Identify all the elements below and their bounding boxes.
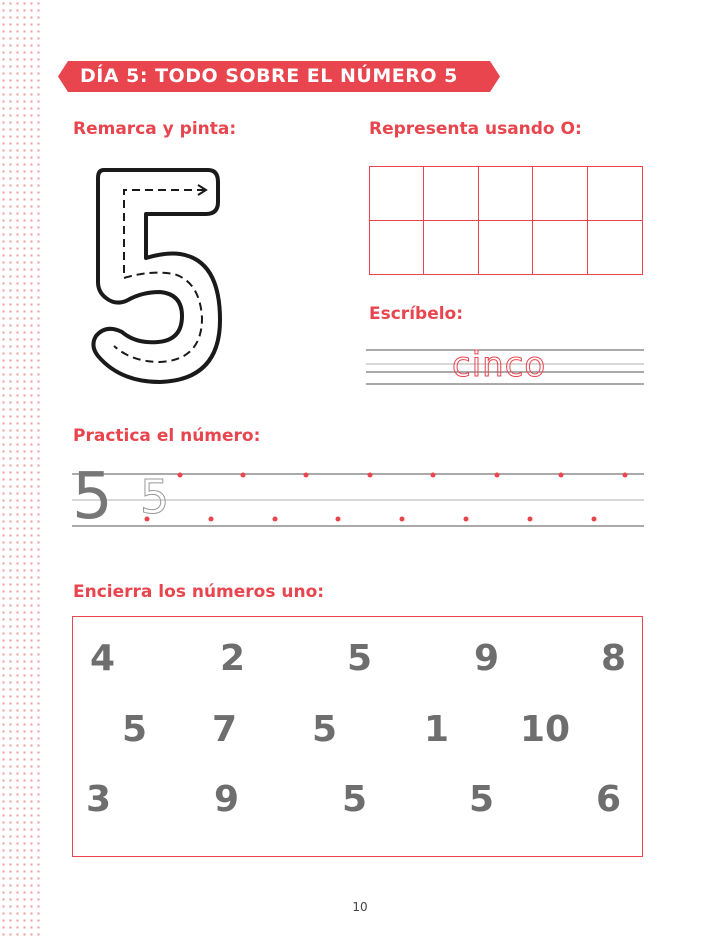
- number-item[interactable]: 10: [520, 709, 571, 750]
- number-item[interactable]: 5: [469, 779, 495, 820]
- number-item[interactable]: 9: [474, 638, 500, 679]
- number-item[interactable]: 5: [312, 709, 338, 750]
- write-heading: Escríbelo:: [369, 304, 464, 324]
- ten-frame-cell[interactable]: [479, 167, 533, 221]
- number-item[interactable]: 5: [347, 638, 373, 679]
- ten-frame-cell[interactable]: [588, 221, 642, 275]
- trace-word: cinco: [452, 345, 547, 385]
- number-item[interactable]: 5: [122, 709, 148, 750]
- number-item[interactable]: 7: [212, 709, 238, 750]
- number-item[interactable]: 3: [86, 779, 112, 820]
- circle-heading: Encierra los números uno:: [73, 582, 325, 602]
- ten-frame[interactable]: [369, 166, 643, 275]
- dotted-border: [0, 0, 40, 939]
- number-item[interactable]: 2: [220, 638, 246, 679]
- ten-frame-cell[interactable]: [588, 167, 642, 221]
- practice-number-trace: 5: [140, 470, 170, 524]
- ten-frame-cell[interactable]: [370, 221, 424, 275]
- number-item[interactable]: 1: [424, 709, 450, 750]
- practice-number: 5: [72, 460, 113, 534]
- represent-heading: Representa usando O:: [369, 119, 582, 139]
- number-item[interactable]: 8: [601, 638, 627, 679]
- practice-dots: [145, 473, 628, 522]
- page-number: 10: [352, 900, 368, 914]
- trace-heading: Remarca y pinta:: [73, 119, 237, 139]
- ten-frame-cell[interactable]: [533, 221, 587, 275]
- ten-frame-cell[interactable]: [479, 221, 533, 275]
- practice-heading: Practica el número:: [73, 426, 261, 446]
- number-item[interactable]: 4: [90, 638, 116, 679]
- ten-frame-cell[interactable]: [424, 167, 478, 221]
- ten-frame-cell[interactable]: [424, 221, 478, 275]
- number-item[interactable]: 5: [342, 779, 368, 820]
- page-title: DÍA 5: TODO SOBRE EL NÚMERO 5: [80, 65, 458, 87]
- number-item[interactable]: 6: [596, 779, 622, 820]
- trace-five-drawing: [80, 160, 230, 400]
- ten-frame-cell[interactable]: [533, 167, 587, 221]
- ten-frame-cell[interactable]: [370, 167, 424, 221]
- number-item[interactable]: 9: [214, 779, 240, 820]
